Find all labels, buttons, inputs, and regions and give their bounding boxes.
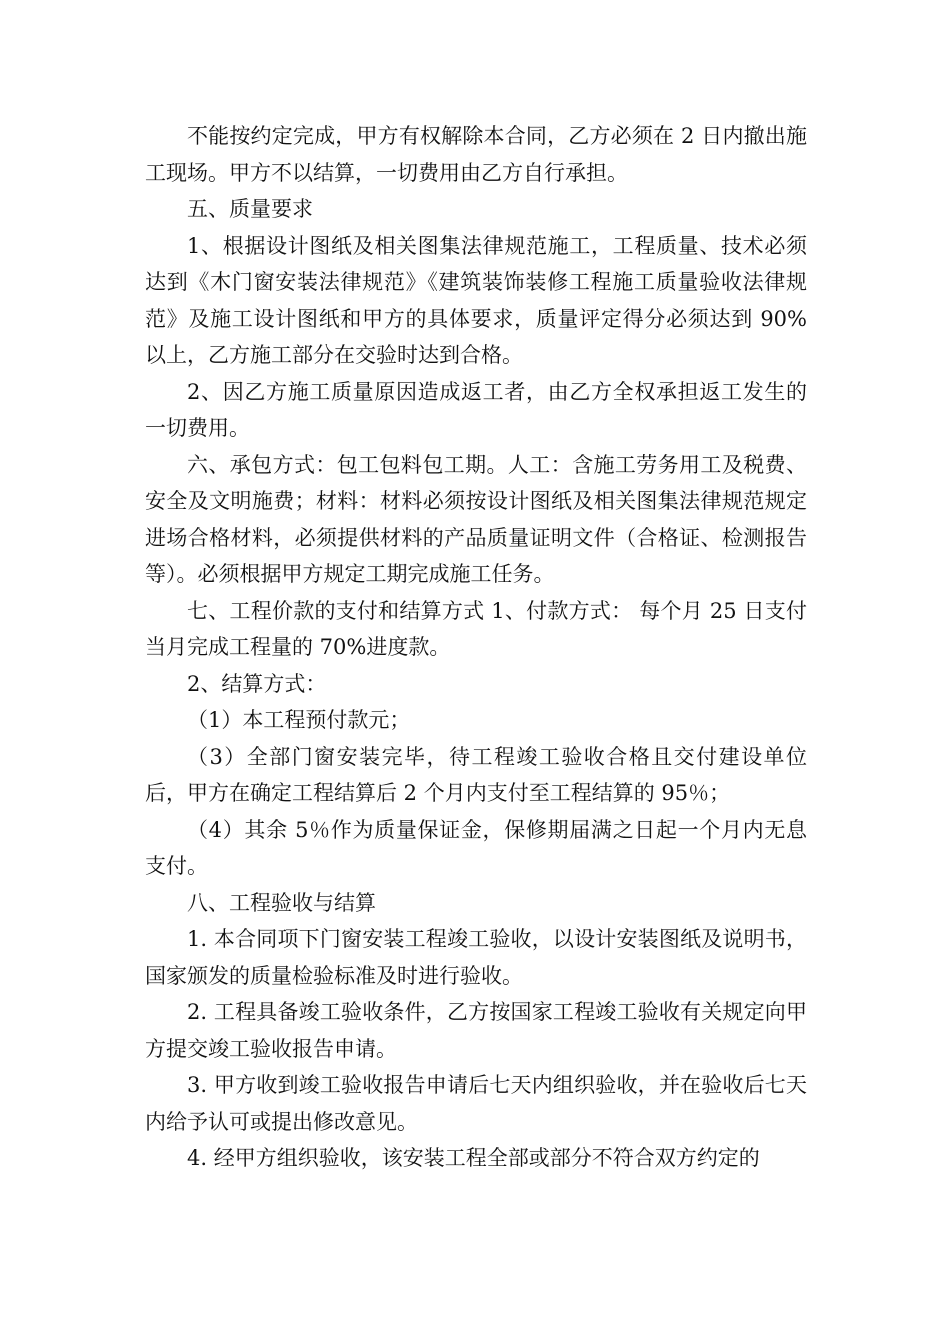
section-heading-quality: 五、质量要求 — [187, 197, 313, 221]
subheading-settlement-method: 2、结算方式： — [187, 671, 327, 696]
paragraph-quality-standards: 1、根据设计图纸及相关图集法律规范施工，工程质量、技术必须达到《木门窗安装法律规范》《建筑装饰装修工程施工质量验收法律规范》及施工设计图纸和甲方的具体要求，质量评定得分必须达到 90%以上，乙方施工部分在交验时达到合格。 — [145, 233, 807, 367]
paragraph-rework-cost: 2、因乙方施工质量原因造成返工者，由乙方全权承担返工发生的一切费用。 — [145, 379, 807, 440]
section-heading-acceptance: 八、工程验收与结算 — [187, 890, 376, 915]
paragraph-termination-clause: 不能按约定完成，甲方有权解除本合同，乙方必须在 2 日内撤出施工现场。甲方不以结算，一切费用由乙方自行承担。 — [145, 124, 807, 185]
list-item-acceptance-1: 1. 本合同项下门窗安装工程竣工验收，以设计安装图纸及说明书，国家颁发的质量检验标准及时进行验收。 — [145, 927, 807, 988]
list-item-quality-deposit: （4）其余 5％作为质量保证金，保修期届满之日起一个月内无息支付。 — [145, 817, 807, 878]
section-payment-method: 七、工程价款的支付和结算方式 1、付款方式： 每个月 25 日支付当月完成工程量的 70%进度款。 — [145, 598, 807, 659]
list-item-acceptance-3: 3. 甲方收到竣工验收报告申请后七天内组织验收，并在验收后七天内给予认可或提出修改意见。 — [145, 1073, 807, 1134]
section-contract-method: 六、承包方式：包工包料包工期。人工：含施工劳务用工及税费、安全及文明施费；材料：材料必须按设计图纸及相关图集法律规范规定进场合格材料，必须提供材料的产品质量证明文件（合格证、检测报告等）。必须根据甲方规定工期完成施工任务。 — [145, 452, 807, 586]
list-item-final-payment: （3）全部门窗安装完毕，待工程竣工验收合格且交付建设单位后，甲方在确定工程结算后 2 个月内支付至工程结算的 95％； — [145, 744, 807, 805]
contract-body — [145, 118, 807, 1177]
list-item-acceptance-2: 2. 工程具备竣工验收条件，乙方按国家工程竣工验收有关规定向甲方提交竣工验收报告申请。 — [145, 1000, 807, 1061]
list-item-advance-payment: （1）本工程预付款元； — [187, 708, 411, 732]
list-item-acceptance-4: 4. 经甲方组织验收，该安装工程全部或部分不符合双方约定的 — [187, 1146, 760, 1170]
